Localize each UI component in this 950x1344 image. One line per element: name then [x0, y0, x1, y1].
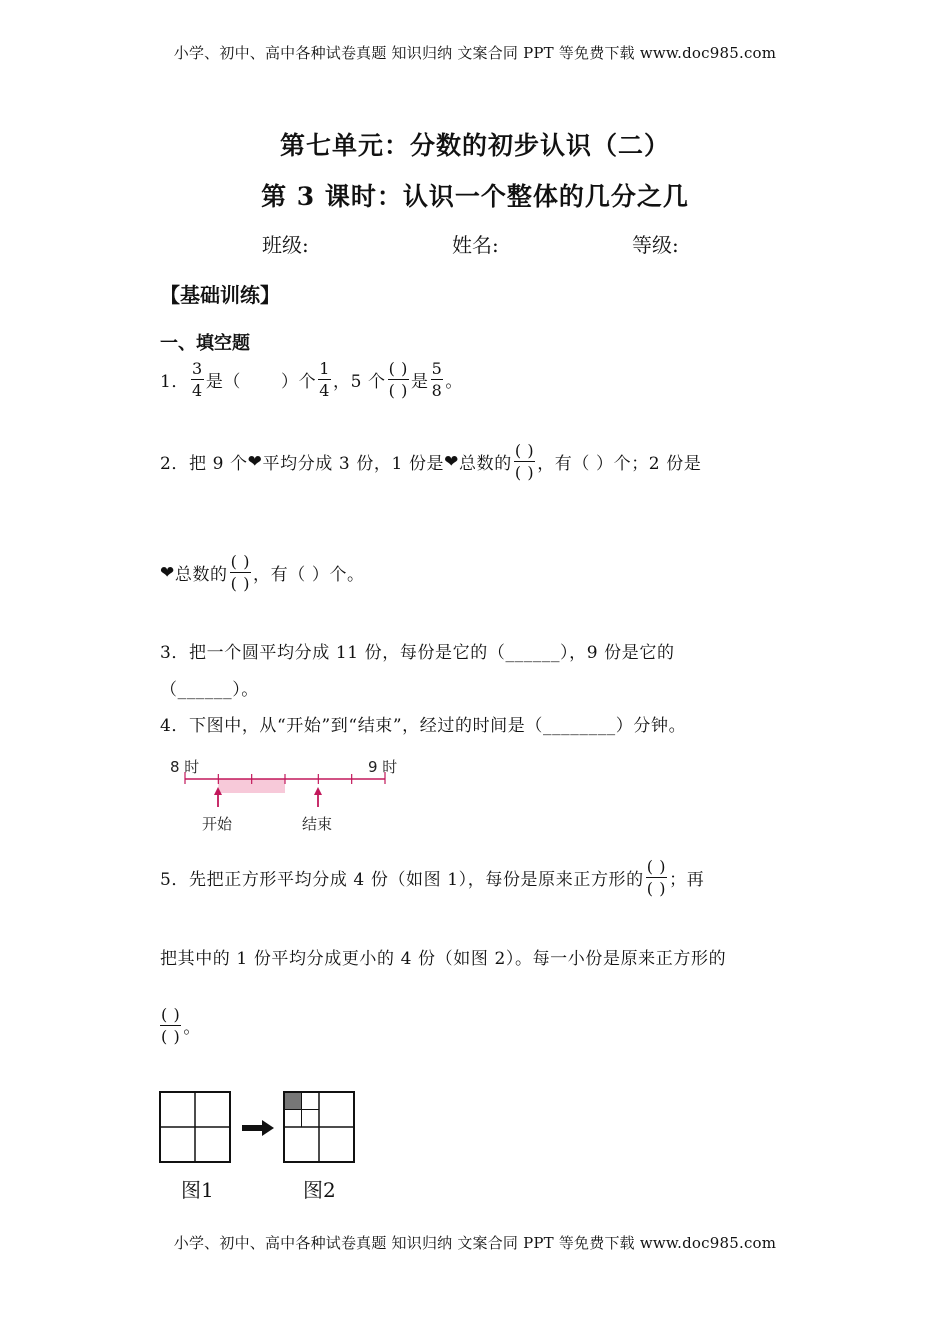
fraction-numerator: ( )	[388, 359, 408, 378]
section-heading: 【基础训练】	[160, 283, 280, 307]
fraction-five-eighths	[431, 358, 444, 401]
fraction-denominator: 8	[431, 381, 443, 400]
q5-text: 。	[183, 1018, 201, 1038]
q1-text: 。	[445, 372, 463, 392]
fraction-numerator: 5	[431, 359, 443, 378]
right-arrow-icon	[262, 1120, 274, 1136]
end-arrow-head-icon	[314, 787, 322, 795]
fraction-numerator: ( )	[646, 857, 667, 876]
part-heading: 一、填空题	[160, 333, 250, 354]
fraction-three-quarters	[191, 358, 204, 401]
page-title: 第七单元：分数的初步认识（二）	[279, 131, 670, 160]
page-subtitle: 第 3 课时：认识一个整体的几分之几	[261, 182, 689, 211]
page-footer: 小学、初中、高中各种试卷真题 知识归纳 文案合同 PPT 等免费下载 www.doc985.com	[173, 1234, 777, 1252]
q5-text: ；再	[669, 870, 705, 890]
class-field-label: 班级:	[262, 233, 309, 257]
q2-text: 2．把 9 个	[160, 454, 248, 474]
question-2-continued	[160, 551, 365, 594]
answer-fraction-blank[interactable]	[646, 856, 667, 899]
question-5-line-3	[160, 1004, 201, 1047]
question-3-line-2: （______）。	[160, 680, 259, 700]
q1-text: ，5 个	[333, 372, 386, 392]
fraction-denominator: 4	[319, 381, 330, 400]
heart-icon: ❤	[160, 562, 175, 583]
fraction-numerator: ( )	[230, 552, 251, 571]
question-4: 4．下图中，从“开始”到“结束”，经过的时间是（________）分钟。	[160, 716, 687, 736]
q2-text: ，有（ ）个；2 份是	[537, 454, 702, 474]
q1-number: 1．	[160, 372, 190, 392]
heart-icon: ❤	[444, 451, 460, 472]
answer-fraction-blank[interactable]	[230, 551, 251, 594]
fraction-numerator: 1	[319, 359, 330, 378]
start-hour-label: 8 时	[170, 758, 200, 776]
answer-fraction-blank[interactable]	[388, 358, 409, 401]
q1-text: 是	[411, 372, 429, 392]
q2-text: ，有（ ）个。	[253, 565, 365, 585]
end-label: 结束	[302, 815, 333, 833]
q1-text: 是（	[205, 372, 242, 392]
timeline-diagram	[160, 752, 420, 842]
grade-field-label: 等级:	[632, 233, 679, 257]
fraction-denominator: ( )	[161, 1027, 181, 1046]
figure-1-caption: 图1	[181, 1178, 214, 1202]
fraction-denominator: ( )	[646, 879, 667, 898]
answer-fraction-blank[interactable]	[514, 440, 535, 483]
square-figures	[158, 1090, 358, 1170]
q2-text: 总数的	[174, 565, 228, 585]
fraction-numerator: 3	[192, 359, 203, 378]
q1-text: ）个	[281, 372, 317, 392]
end-hour-label: 9 时	[368, 758, 398, 776]
fraction-denominator: ( )	[230, 574, 251, 593]
fraction-numerator: ( )	[161, 1005, 181, 1024]
start-label: 开始	[202, 815, 233, 833]
question-2	[160, 440, 701, 483]
question-5-line-2: 把其中的 1 份平均分成更小的 4 份（如图 2）。每一小份是原来正方形的	[160, 949, 727, 969]
q2-text: 总数的	[459, 454, 512, 474]
fraction-denominator: 4	[192, 381, 203, 400]
q2-text: 平均分成 3 份，1 份是	[262, 454, 445, 474]
fraction-denominator: ( )	[388, 381, 408, 400]
fraction-denominator: ( )	[514, 463, 535, 482]
heart-icon: ❤	[247, 451, 263, 472]
shaded-small-square	[285, 1093, 302, 1110]
page-header: 小学、初中、高中各种试卷真题 知识归纳 文案合同 PPT 等免费下载 www.doc985.com	[173, 44, 777, 62]
question-5-line-1	[160, 856, 704, 899]
answer-fraction-blank[interactable]	[160, 1004, 181, 1047]
fraction-one-quarter	[318, 358, 331, 401]
fraction-numerator: ( )	[514, 441, 535, 460]
name-field-label: 姓名:	[452, 233, 499, 257]
q5-text: 5．先把正方形平均分成 4 份（如图 1），每份是原来正方形的	[160, 870, 644, 890]
question-3-line-1: 3．把一个圆平均分成 11 份，每份是它的（______），9 份是它的	[160, 643, 675, 663]
question-1	[160, 358, 463, 401]
figure-2-caption: 图2	[303, 1178, 336, 1202]
arrow-shaft	[242, 1125, 264, 1131]
